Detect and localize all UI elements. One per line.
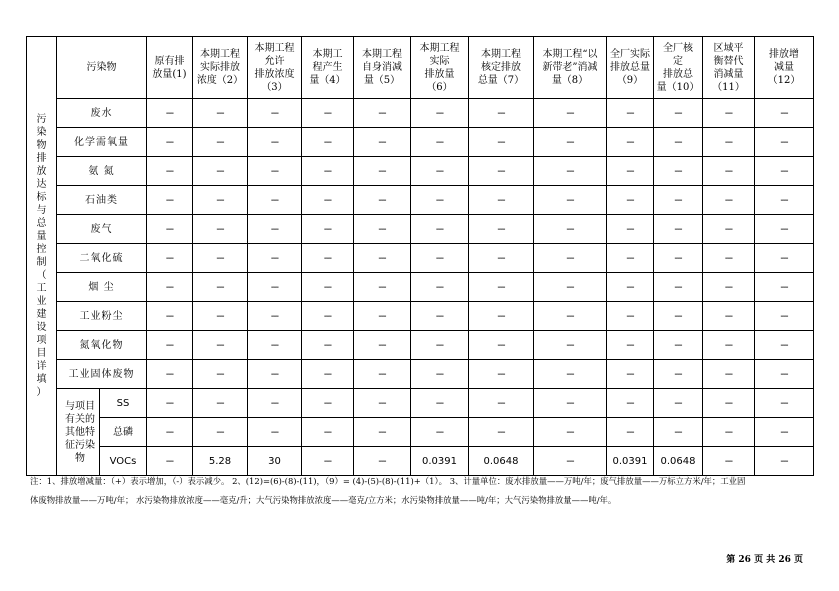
table-cell: --- (654, 215, 703, 244)
table-row (27, 360, 814, 389)
table-cell: --- (534, 273, 607, 302)
table-row (27, 302, 814, 331)
other-pollutant-name: 总磷 (100, 418, 147, 447)
table-cell: --- (411, 389, 469, 418)
table-cell: --- (147, 360, 193, 389)
header-line: 本期工程 (362, 49, 402, 60)
table-cell: 0.0391 (607, 447, 654, 476)
table-cell: --- (607, 186, 654, 215)
header-line: 全厂核 (663, 42, 693, 54)
table-cell: --- (703, 302, 755, 331)
table-cell: --- (607, 128, 654, 157)
table-cell: --- (147, 215, 193, 244)
table-cell: --- (755, 418, 814, 447)
table-cell: --- (755, 128, 814, 157)
header-line: （11） (712, 81, 745, 93)
table-cell: --- (703, 244, 755, 273)
header-line: 新带老”消减 (542, 62, 598, 73)
table-cell: 30 (248, 447, 302, 476)
pollutant-name: 氨 氮 (57, 157, 147, 186)
table-cell: --- (607, 157, 654, 186)
table-cell: --- (411, 186, 469, 215)
table-cell: --- (607, 215, 654, 244)
table-cell: --- (248, 215, 302, 244)
table-cell: --- (469, 302, 534, 331)
table-cell: --- (703, 99, 755, 128)
side-title-char: 达 (36, 179, 47, 190)
side-title-char: 污 (36, 114, 47, 125)
pollutant-name: 废水 (57, 99, 147, 128)
header-line: 本期工程 (481, 49, 521, 60)
table-cell: --- (411, 215, 469, 244)
table-cell: --- (354, 157, 411, 186)
table-cell: --- (469, 215, 534, 244)
table-cell: --- (193, 273, 248, 302)
table-cell: --- (354, 360, 411, 389)
table-cell: --- (469, 99, 534, 128)
header-line: 实际排放 (200, 62, 240, 73)
header-line: （6） (426, 81, 453, 93)
table-cell: --- (703, 273, 755, 302)
table-cell: --- (302, 331, 354, 360)
table-cell: --- (248, 157, 302, 186)
footnote (30, 472, 810, 510)
table-row (27, 99, 814, 128)
header-col-4 (302, 37, 354, 99)
table-cell: --- (302, 99, 354, 128)
table-cell: 5.28 (193, 447, 248, 476)
header-line: 定 (673, 55, 683, 67)
header-col-5 (354, 37, 411, 99)
header-col-8 (534, 37, 607, 99)
table-cell: --- (755, 244, 814, 273)
table-cell: --- (248, 331, 302, 360)
header-col-3 (248, 37, 302, 99)
header-line: 衡替代 (713, 55, 744, 67)
side-title-char: 排 (36, 153, 47, 164)
header-line: 放量(1) (152, 68, 187, 80)
header-col-9 (607, 37, 654, 99)
table-cell: --- (411, 331, 469, 360)
table-cell: --- (607, 273, 654, 302)
table-cell: --- (469, 273, 534, 302)
side-title-char: ） (36, 387, 47, 398)
other-pollutant-name: VOCs (100, 447, 147, 476)
table-cell: --- (534, 244, 607, 273)
header-line: 核定排放 (481, 62, 521, 73)
table-cell: --- (654, 186, 703, 215)
table-cell: --- (469, 418, 534, 447)
table-cell: --- (302, 302, 354, 331)
side-title-char: 标 (36, 192, 47, 203)
side-title-char: 控 (36, 244, 47, 255)
side-title-char: 建 (36, 309, 47, 320)
table-cell: --- (534, 360, 607, 389)
table-cell: --- (607, 331, 654, 360)
table-cell: --- (703, 418, 755, 447)
header-line: 本期工程 (200, 49, 240, 60)
table-cell: --- (147, 186, 193, 215)
pollutant-name: 工业粉尘 (57, 302, 147, 331)
table-cell: --- (411, 99, 469, 128)
table-cell: --- (193, 418, 248, 447)
table-cell: --- (469, 360, 534, 389)
table-cell: --- (193, 389, 248, 418)
header-line: 全厂实际 (610, 49, 650, 60)
side-title-char: 目 (36, 348, 47, 359)
header-line: 允许 (264, 55, 285, 67)
table-cell: --- (607, 360, 654, 389)
header-line: 排放量 (424, 68, 455, 80)
table-cell: --- (147, 389, 193, 418)
table-cell: --- (354, 128, 411, 157)
other-label-line: 其他特 (65, 426, 95, 438)
table-cell: --- (534, 447, 607, 476)
table-cell: 0.0391 (411, 447, 469, 476)
table-cell: --- (248, 273, 302, 302)
header-line: 排放增 (769, 49, 799, 60)
pollutant-name: 化学需氧量 (57, 128, 147, 157)
table-cell: --- (755, 157, 814, 186)
table-cell: --- (354, 244, 411, 273)
table-cell: --- (654, 389, 703, 418)
table-row (27, 389, 814, 418)
table-cell: --- (302, 447, 354, 476)
table-cell: --- (534, 418, 607, 447)
header-col-11 (703, 37, 755, 99)
header-col-7 (469, 37, 534, 99)
table-cell: --- (703, 128, 755, 157)
header-line: 排放总量（9） (610, 62, 650, 86)
table-cell: --- (654, 418, 703, 447)
pollutant-name: 废气 (57, 215, 147, 244)
table-cell: --- (469, 128, 534, 157)
table-cell: --- (411, 157, 469, 186)
header-line: 实际 (429, 55, 450, 67)
table-cell: --- (755, 302, 814, 331)
table-row (27, 215, 814, 244)
table-cell: --- (193, 331, 248, 360)
table-cell: --- (354, 273, 411, 302)
table-cell: --- (302, 128, 354, 157)
table-cell: --- (755, 215, 814, 244)
other-pollutants-label (57, 389, 100, 476)
table-cell: --- (147, 157, 193, 186)
table-cell: --- (354, 99, 411, 128)
table-cell: --- (703, 360, 755, 389)
table-cell: --- (534, 186, 607, 215)
table-row (27, 244, 814, 273)
side-title-char: 染 (36, 127, 47, 138)
table-cell: --- (654, 302, 703, 331)
table-cell: --- (755, 389, 814, 418)
header-line: 量（4） (309, 75, 346, 86)
table-cell: --- (193, 157, 248, 186)
header-line: 排放总 (663, 68, 693, 80)
side-title-char: 业 (36, 296, 47, 307)
table-cell: --- (534, 128, 607, 157)
header-line: 减量 (774, 62, 794, 73)
table-cell: --- (302, 273, 354, 302)
table-cell: --- (354, 186, 411, 215)
header-line: 量（8） (551, 75, 589, 86)
table-cell: --- (755, 99, 814, 128)
table-cell: --- (193, 186, 248, 215)
other-label-line: 有关的 (65, 413, 95, 425)
header-line: 排放浓度 (254, 68, 295, 80)
table-cell: --- (534, 215, 607, 244)
header-col-1 (147, 37, 193, 99)
table-cell: --- (654, 273, 703, 302)
table-cell: --- (469, 157, 534, 186)
table-cell: --- (654, 128, 703, 157)
table-cell: --- (469, 331, 534, 360)
table-cell: --- (607, 302, 654, 331)
header-line: 本期工 (312, 49, 343, 60)
header-line: 本期工程 (419, 42, 460, 54)
table-cell: --- (302, 389, 354, 418)
table-cell: --- (354, 389, 411, 418)
table-cell: --- (607, 418, 654, 447)
table-cell: --- (248, 99, 302, 128)
table-cell: --- (147, 244, 193, 273)
table-cell: --- (654, 99, 703, 128)
table-cell: --- (147, 99, 193, 128)
pollutant-name: 石油类 (57, 186, 147, 215)
pollutant-table (26, 36, 814, 476)
table-cell: --- (755, 360, 814, 389)
table-cell: --- (703, 331, 755, 360)
table-cell: --- (302, 157, 354, 186)
table-cell: --- (654, 360, 703, 389)
table-cell: --- (411, 302, 469, 331)
table-cell: --- (703, 215, 755, 244)
footnote-line-1: 注：1、排放增减量：（+）表示增加，（-）表示减少。 2、(12)=(6)-(8)-(11)，（9）= (4)-(5)-(8)-(11)+（1）。 3、计量单位：废水排放量——万吨/年；废气排放量——万标立方米/年；工业固 (30, 476, 746, 486)
header-col-10 (654, 37, 703, 99)
table-cell: --- (534, 99, 607, 128)
table-cell: --- (607, 244, 654, 273)
table-cell: --- (248, 302, 302, 331)
table-cell: --- (469, 389, 534, 418)
table-cell: --- (411, 360, 469, 389)
side-title-char: 填 (36, 374, 47, 385)
table-row (27, 157, 814, 186)
pollutant-name: 烟 尘 (57, 273, 147, 302)
table-cell: --- (302, 186, 354, 215)
table-cell: --- (354, 215, 411, 244)
table-cell: --- (147, 302, 193, 331)
side-title-char: 项 (36, 335, 47, 346)
header-line: 程产生 (312, 62, 343, 73)
side-title-char: 量 (36, 231, 47, 242)
table-row (27, 331, 814, 360)
table-cell: --- (193, 302, 248, 331)
table-cell: --- (703, 447, 755, 476)
header-col-12 (755, 37, 814, 99)
table-cell: --- (534, 389, 607, 418)
table-cell: --- (248, 244, 302, 273)
header-line: 消减量 (713, 68, 744, 80)
other-label-line: 物 (75, 452, 85, 464)
table-cell: 0.0648 (469, 447, 534, 476)
header-line: 本期工程 (254, 42, 295, 54)
table-cell: --- (248, 128, 302, 157)
table-cell: --- (703, 186, 755, 215)
side-title-char: 工 (36, 283, 47, 294)
table-cell: --- (755, 331, 814, 360)
header-line: 自身消减 (362, 62, 402, 73)
table-cell: --- (534, 331, 607, 360)
table-cell: --- (411, 273, 469, 302)
table-cell: --- (703, 389, 755, 418)
table-cell: --- (354, 331, 411, 360)
header-pollutant: 污染物 (57, 37, 147, 99)
side-title-char: 与 (36, 205, 47, 216)
table-cell: --- (654, 244, 703, 273)
header-row (27, 37, 814, 99)
header-line: 量（5） (363, 75, 401, 86)
table-cell: --- (302, 215, 354, 244)
table-cell: --- (354, 447, 411, 476)
table-cell: --- (248, 360, 302, 389)
header-line: （12） (767, 75, 801, 86)
table-cell: --- (193, 128, 248, 157)
side-title-char: （ (36, 270, 47, 281)
table-cell: --- (411, 128, 469, 157)
table-cell: --- (354, 418, 411, 447)
side-title-char: 物 (36, 140, 47, 151)
table-cell: --- (755, 273, 814, 302)
table-cell: --- (654, 157, 703, 186)
header-line: 原有排 (154, 55, 185, 67)
other-label-line: 征污染 (65, 439, 95, 451)
header-line: 浓度（2） (196, 75, 244, 86)
table-cell: --- (703, 157, 755, 186)
header-line: 量（10） (656, 81, 700, 93)
table-cell: --- (534, 157, 607, 186)
table-cell: --- (469, 244, 534, 273)
table-cell: --- (147, 331, 193, 360)
table-cell: --- (469, 186, 534, 215)
table-cell: --- (302, 360, 354, 389)
pollutant-name: 二氧化硫 (57, 244, 147, 273)
table-cell: --- (193, 244, 248, 273)
side-title-char: 设 (36, 322, 47, 333)
header-line: 总量（7） (477, 75, 525, 86)
table-cell: --- (607, 389, 654, 418)
table-cell: --- (755, 186, 814, 215)
table-row (27, 128, 814, 157)
table-row (27, 186, 814, 215)
table-cell: --- (411, 244, 469, 273)
table-cell: --- (147, 128, 193, 157)
table-row (27, 418, 814, 447)
footnote-line-2: 体废物排放量——万吨/年； 水污染物排放浓度——毫克/升；大气污染物排放浓度——毫克/立方米；水污染物排放量——吨/年；大气污染物排放量——吨/年。 (30, 495, 617, 505)
other-pollutant-name: SS (100, 389, 147, 418)
page-number: 第 26 页 共 26 页 (726, 555, 803, 565)
header-col-2 (193, 37, 248, 99)
side-title-char: 详 (36, 361, 47, 372)
table-cell: --- (193, 215, 248, 244)
table-cell: --- (193, 99, 248, 128)
header-line: 区域平 (713, 42, 744, 54)
header-line: （3） (261, 81, 288, 93)
header-col-6 (411, 37, 469, 99)
table-cell: --- (302, 418, 354, 447)
table-cell: --- (607, 99, 654, 128)
table-cell: 0.0648 (654, 447, 703, 476)
table-cell: --- (654, 331, 703, 360)
header-line: 本期工程“以 (542, 49, 598, 60)
table-cell: --- (147, 418, 193, 447)
table-cell: --- (248, 389, 302, 418)
table-cell: --- (147, 273, 193, 302)
table-cell: --- (411, 418, 469, 447)
table-cell: --- (302, 244, 354, 273)
side-title-char: 制 (36, 257, 47, 268)
pollutant-name: 氮氧化物 (57, 331, 147, 360)
other-label-line: 与项目 (65, 400, 95, 412)
table-cell: --- (534, 302, 607, 331)
pollutant-name: 工业固体废物 (57, 360, 147, 389)
table-cell: --- (248, 186, 302, 215)
side-title-char: 放 (36, 166, 47, 177)
table-cell: --- (354, 302, 411, 331)
table-row (27, 273, 814, 302)
table-cell: --- (755, 447, 814, 476)
table-cell: --- (193, 360, 248, 389)
side-title-char: 总 (36, 218, 47, 229)
table-cell: --- (248, 418, 302, 447)
table-cell: --- (147, 447, 193, 476)
side-title (27, 37, 57, 476)
